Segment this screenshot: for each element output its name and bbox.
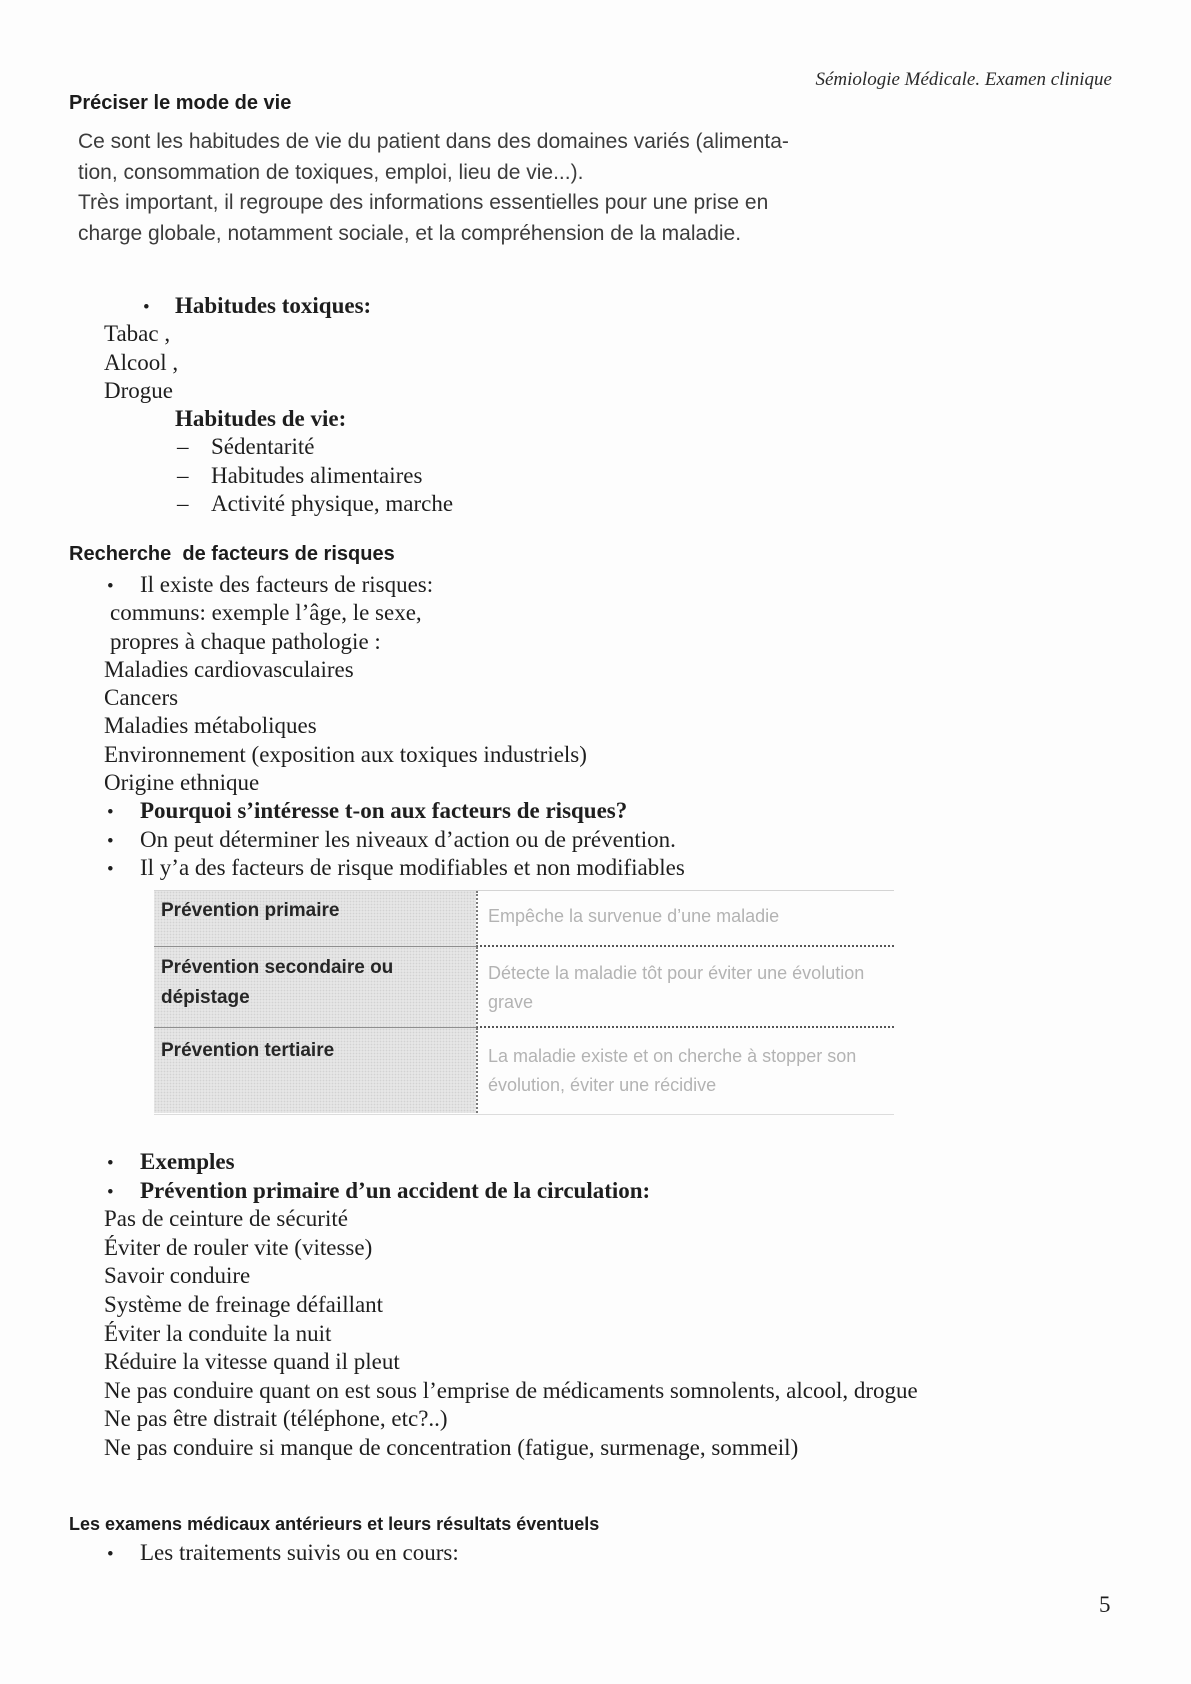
list-item [0, 1148, 1191, 1177]
prevention-description-text: La maladie existe et on cherche à stopper son [488, 1046, 857, 1066]
prevention-level-text: Prévention tertiaire [161, 1040, 335, 1061]
section-title-risk-factors: Recherche de facteurs de risques [69, 543, 395, 565]
life-habit-item: Activité physique, marche [211, 491, 454, 517]
list-item [0, 712, 1191, 740]
section-title-prior-exams: Les examens médicaux antérieurs et leurs résultats éventuels [69, 1514, 600, 1534]
list-item [0, 826, 1191, 854]
list-item [0, 405, 1191, 433]
table-row [154, 1028, 894, 1113]
life-habits-heading: Habitudes de vie: [175, 406, 347, 432]
examples-list [0, 1148, 1191, 1463]
list-item [0, 656, 1191, 684]
example-item: Pas de ceinture de sécurité [104, 1206, 348, 1232]
prevention-level-text: Prévention secondaire ou [161, 957, 394, 978]
list-item [0, 797, 1191, 825]
life-habit-item: Sédentarité [211, 434, 315, 460]
toxic-habits-heading: Habitudes toxiques: [175, 293, 372, 318]
toxic-habit-item: Alcool , [104, 349, 179, 375]
lifestyle-habits-list [0, 292, 1191, 518]
list-item [0, 1348, 1191, 1377]
example-item: Système de freinage défaillant [104, 1291, 384, 1317]
page-number: 5 [1099, 1592, 1111, 1617]
example-item: Réduire la vitesse quand il pleut [104, 1349, 400, 1375]
examples-heading: Exemples [140, 1149, 235, 1174]
list-item [0, 1177, 1191, 1206]
list-item [0, 628, 1191, 656]
list-item [0, 1205, 1191, 1234]
prevention-level-cell [154, 891, 476, 947]
list-item [0, 1291, 1191, 1320]
risk-common: communs: exemple l’âge, le sexe, [110, 600, 422, 626]
list-item [0, 1262, 1191, 1291]
list-item [0, 433, 1191, 461]
list-item [0, 599, 1191, 627]
prevention-level-cell [154, 1028, 476, 1113]
intro-line: Très important, il regroupe des informations essentielles pour une prise en [78, 191, 769, 215]
intro-line: charge globale, notamment sociale, et la compréhension de la maladie. [78, 222, 742, 246]
list-item [0, 292, 1191, 320]
dash-icon [177, 433, 189, 461]
list-item [0, 1434, 1191, 1463]
running-title: Sémiologie Médicale. Examen clinique [815, 69, 1112, 90]
risk-point: On peut déterminer les niveaux d’action ou de prévention. [140, 826, 676, 852]
list-item [0, 1377, 1191, 1406]
pathology-item: Maladies métaboliques [104, 713, 317, 739]
table-row [154, 947, 894, 1028]
risk-intro: Il existe des facteurs de risques: [140, 572, 434, 597]
risk-point: Il y’a des facteurs de risque modifiables et non modifiables [140, 854, 685, 880]
prior-exam-item: Les traitements suivis ou en cours: [140, 1540, 459, 1565]
dash-icon [177, 490, 189, 518]
list-item [0, 349, 1191, 377]
prevention-description-text: évolution, éviter une récidive [488, 1074, 717, 1095]
bullet-icon [107, 854, 114, 884]
prevention-description-text: Empêche la survenue d’une maladie [488, 906, 780, 926]
bullet-icon [143, 292, 150, 322]
intro-line: tion, consommation de toxiques, emploi, lieu de vie...). [78, 160, 584, 184]
list-item [0, 320, 1191, 348]
list-item [0, 490, 1191, 518]
bullet-icon [107, 1539, 114, 1569]
prevention-level-cell [154, 947, 476, 1028]
prevention-description-text: grave [488, 991, 534, 1012]
risk-factors-list [0, 571, 1191, 882]
example-item: Éviter de rouler vite (vitesse) [104, 1234, 373, 1260]
list-item [0, 769, 1191, 797]
list-item [0, 462, 1191, 490]
prevention-level-text: dépistage [161, 987, 250, 1008]
example-item: Savoir conduire [104, 1263, 251, 1289]
pathology-item: Origine ethnique [104, 770, 260, 796]
toxic-habit-item: Drogue [104, 377, 173, 403]
list-item [0, 377, 1191, 405]
bullet-icon [107, 1148, 114, 1179]
prevention-description-cell [476, 891, 894, 947]
example-item: Ne pas conduire si manque de concentration (fatigue, surmenage, sommeil) [104, 1434, 799, 1460]
list-item [0, 571, 1191, 599]
bullet-icon [107, 797, 114, 827]
prevention-description-cell [476, 1028, 894, 1113]
lifestyle-intro-paragraph [78, 127, 789, 250]
example-item: Ne pas conduire quant on est sous l’emprise de médicaments somnolents, alcool, drogue [104, 1377, 918, 1403]
bullet-icon [107, 826, 114, 856]
prevention-description-cell [476, 947, 894, 1028]
table-row [154, 891, 894, 947]
risk-question: Pourquoi s’intéresse t-on aux facteurs de risques? [140, 798, 628, 824]
prevention-description-text: Détecte la maladie tôt pour éviter une évolution [488, 963, 865, 983]
list-item [0, 741, 1191, 769]
list-item [0, 1539, 1191, 1567]
list-item [0, 854, 1191, 882]
dash-icon [177, 462, 189, 490]
risk-specific: propres à chaque pathologie : [110, 628, 381, 654]
list-item [0, 684, 1191, 712]
pathology-item: Maladies cardiovasculaires [104, 656, 354, 682]
pathology-item: Cancers [104, 685, 179, 711]
bullet-icon [107, 571, 114, 601]
bullet-icon [107, 1177, 114, 1208]
list-item [0, 1234, 1191, 1263]
section-title-lifestyle: Préciser le mode de vie [69, 92, 292, 114]
life-habit-item: Habitudes alimentaires [211, 462, 423, 488]
list-item [0, 1320, 1191, 1349]
intro-line: Ce sont les habitudes de vie du patient dans des domaines variés (alimenta- [78, 130, 789, 153]
list-item [0, 1405, 1191, 1434]
prevention-table [154, 890, 894, 1115]
prevention-level-text: Prévention primaire [161, 900, 340, 921]
pathology-item: Environnement (exposition aux toxiques industriels) [104, 741, 587, 767]
toxic-habit-item: Tabac , [104, 321, 171, 347]
examples-subheading: Prévention primaire d’un accident de la circulation: [140, 1177, 651, 1203]
example-item: Éviter la conduite la nuit [104, 1320, 332, 1346]
example-item: Ne pas être distrait (téléphone, etc?..) [104, 1406, 448, 1432]
prior-exams-list [0, 1539, 1191, 1567]
